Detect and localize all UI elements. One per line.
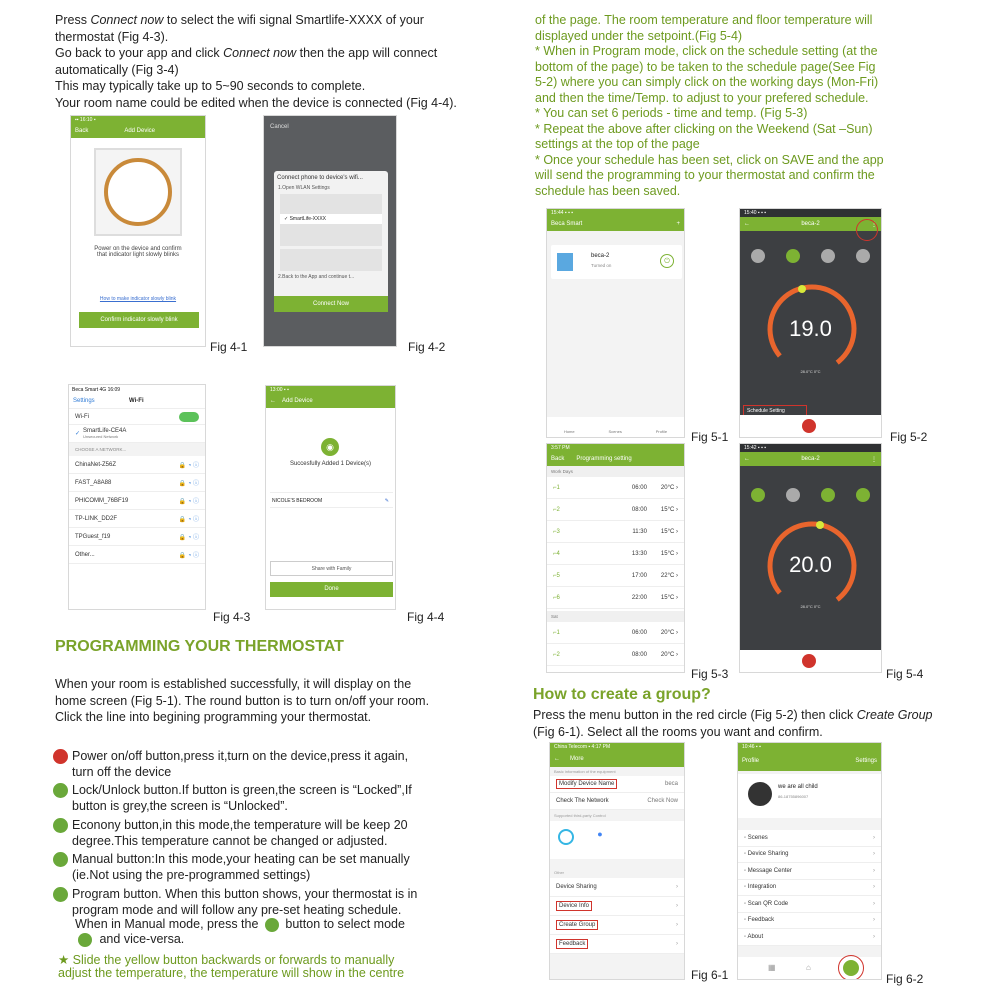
- hand-icon: [265, 918, 279, 932]
- wifi-network-name: FAST_A8A88: [75, 479, 112, 486]
- schedule-instruction-line: schedule has been saved.: [535, 183, 681, 198]
- chevron-right-icon: ›: [873, 917, 875, 924]
- leaf-icon: [53, 818, 68, 833]
- alexa-icon[interactable]: [558, 829, 574, 845]
- device-title: beca-2: [801, 456, 820, 462]
- dialog-title: Connect phone to device's wifi...: [277, 175, 363, 181]
- group-text-pre: Press the menu button in the red circle (Fig 5-2) then click: [533, 708, 857, 722]
- profile-menu-item[interactable]: [738, 913, 881, 930]
- connected-network[interactable]: ✓ SmartLife-CE4A Unsecured Network: [69, 425, 205, 443]
- intro-text-part: to select the wifi signal Smartlife-XXXX of your: [163, 13, 424, 27]
- more-menu-label: Feedback: [556, 939, 588, 949]
- home-icon[interactable]: [786, 488, 800, 502]
- schedule-instruction-line: * Once your schedule has been set, click on SAVE and the app: [535, 152, 884, 167]
- intro-text: [55, 12, 495, 111]
- intro-line: [55, 95, 495, 112]
- add-icon[interactable]: +: [676, 221, 680, 227]
- slide-line: adjust the temperature, the temperature will show in the centre: [58, 966, 405, 980]
- intro-emphasis: Connect now: [223, 46, 297, 60]
- connect-now-button[interactable]: Connect Now: [274, 296, 388, 312]
- app-bar: [547, 217, 684, 231]
- power-icon[interactable]: [802, 654, 816, 668]
- lock-wifi-info-icon[interactable]: 🔒 ◔ ⓘ: [178, 481, 199, 487]
- period-icon: ⌐1: [553, 629, 560, 636]
- profile-menu-item[interactable]: [738, 896, 881, 913]
- intro-line: [55, 78, 495, 95]
- group-text-em: Create Group: [856, 708, 933, 722]
- legend-text: [72, 817, 408, 849]
- profile-menu-label: ◦ Device Sharing: [744, 851, 789, 858]
- more-menu-item[interactable]: [550, 935, 684, 954]
- choose-network-header: CHOOSE A NETWORK...: [69, 443, 205, 456]
- schedule-time: 22:00: [631, 594, 647, 601]
- schedule-time: 13:30: [631, 550, 647, 557]
- period-icon: ⌐1: [553, 484, 560, 491]
- legend-text: [72, 851, 410, 883]
- schedule-instruction-line: settings at the top of the page: [535, 137, 700, 151]
- step-2: 2.Back to the App and continue t...: [278, 274, 355, 280]
- settings-back-button[interactable]: Settings: [73, 398, 95, 404]
- profile-highlight-circle: [838, 955, 864, 980]
- profile-menu-item[interactable]: [738, 863, 881, 880]
- schedule-time: 08:00: [631, 506, 647, 513]
- intro-text-part: automatically (Fig 3-4): [55, 62, 179, 77]
- app-bar-title: Add Device: [282, 398, 313, 404]
- group-heading: How to create a group?: [533, 686, 711, 703]
- status-bar: 13:00 ▪ ▪: [266, 386, 395, 394]
- status-bar: ▪▪ 16:10 ▪: [71, 116, 205, 124]
- wifi-network-row[interactable]: [69, 492, 205, 510]
- lock-wifi-info-icon[interactable]: 🔒 ◔ ⓘ: [178, 463, 199, 469]
- period-icon: ⌐2: [553, 506, 560, 513]
- chevron-right-icon: ›: [873, 933, 875, 940]
- device-title: beca-2: [801, 221, 820, 227]
- schedule-temp: 15°C ›: [660, 528, 678, 535]
- legend-line: Program button. When this button shows, your thermostat is in: [72, 887, 418, 901]
- lock-wifi-info-icon[interactable]: 🔒 ◔ ⓘ: [178, 499, 199, 505]
- avatar: [748, 782, 772, 806]
- google-assistant-icon[interactable]: ●: [597, 829, 603, 839]
- schedule-instruction-line: * You can set 6 periods - time and temp. (Fig 5-3): [535, 106, 808, 120]
- device-power-button[interactable]: ⏻: [660, 254, 674, 268]
- done-button[interactable]: Done: [270, 582, 393, 597]
- wifi-network-row[interactable]: [69, 528, 205, 546]
- schedule-row[interactable]: [547, 521, 684, 543]
- schedule-instruction-line: will send the programming to your thermostat and confirm the: [535, 168, 875, 182]
- room-floor-temp: 28.0°C 0°C: [800, 369, 821, 374]
- intro-emphasis: Connect now: [90, 13, 164, 27]
- hand-icon[interactable]: [751, 249, 765, 263]
- schedule-time: 06:00: [631, 629, 647, 636]
- intro-text-part: Go back to your app and click: [55, 46, 224, 60]
- share-family-button[interactable]: Share with Family: [270, 561, 393, 576]
- app-bar: [738, 751, 881, 771]
- settings-button[interactable]: Settings: [855, 758, 877, 764]
- legend-line: program mode and will follow any pre-set heating schedule.: [72, 903, 402, 917]
- modify-device-name: Modify Device Name: [556, 779, 617, 789]
- wifi-network-name: ChinaNet-Z56Z: [75, 461, 117, 468]
- intro-text-part: Your room name could be edited when the device is connected (Fig 4-4).: [55, 95, 457, 110]
- schedule-row[interactable]: [547, 587, 684, 609]
- user-card[interactable]: [738, 774, 881, 818]
- fig-4-1-label: Fig 4-1: [210, 340, 248, 354]
- wifi-network-row[interactable]: [69, 510, 205, 528]
- status-bar: 10:46 ▪ ▪: [738, 743, 881, 751]
- legend-line: (ie.Not using the pre-programmed settings): [72, 868, 311, 882]
- intro-line: [55, 45, 495, 62]
- schedule-temp: 20°C ›: [660, 484, 678, 491]
- lock-icon[interactable]: [856, 249, 870, 263]
- schedule-instruction-line: * When in Program mode, click on the schedule setting (at the: [535, 44, 878, 58]
- modify-device-name-row[interactable]: [550, 776, 684, 793]
- fig-4-2-screenshot: [263, 115, 397, 347]
- app-bar: [550, 751, 684, 767]
- status-bar: 3:57 PM: [547, 444, 684, 452]
- wifi-entry-name: SmartLife-XXXX: [289, 216, 326, 222]
- period-icon: ⌐2: [553, 651, 560, 658]
- menu-icon[interactable]: ⋮: [870, 456, 877, 463]
- menu-icon[interactable]: ⋮: [870, 221, 877, 228]
- group-text-2: (Fig 6-1). Select all the rooms you want and confirm.: [533, 724, 823, 739]
- user-phone: 86-18755896007: [778, 794, 809, 799]
- more-menu-item[interactable]: [550, 878, 684, 897]
- chevron-right-icon: ›: [873, 851, 875, 858]
- back-button[interactable]: Back: [75, 128, 89, 134]
- schedule-instruction-line: of the page. The room temperature and floor temperature will: [535, 13, 873, 27]
- check-network-row[interactable]: [550, 793, 684, 810]
- schedule-time: 08:00: [631, 651, 647, 658]
- sat-section[interactable]: Sat: [547, 611, 684, 622]
- legend-line: Lock/Unlock button.If button is green,the screen is “Locked”,If: [72, 783, 412, 797]
- connected-network-name: SmartLife-CE4A: [83, 427, 127, 434]
- grid-icon[interactable]: ▦: [768, 963, 776, 972]
- period-icon: ⌐4: [553, 550, 560, 557]
- vice-versa-text: and vice-versa.: [99, 932, 185, 946]
- intro-text-part: This may typically take up to 5~90 seconds to complete.: [55, 79, 366, 93]
- power-icon: [53, 749, 68, 764]
- wifi-network-row[interactable]: [69, 456, 205, 474]
- app-bar-title: Programming setting: [576, 456, 632, 462]
- back-arrow-icon[interactable]: ←: [554, 756, 560, 762]
- wifi-network-name: TP-LINK_DD2F: [75, 515, 118, 522]
- profile-menu-label: ◦ Message Center: [744, 867, 792, 874]
- period-icon: ⌐5: [553, 572, 560, 579]
- profile-menu-item[interactable]: [738, 880, 881, 897]
- chevron-right-icon: ›: [873, 834, 875, 841]
- hand-icon[interactable]: [751, 488, 765, 502]
- profile-menu-label: ◦ Feedback: [744, 917, 775, 924]
- profile-menu-item[interactable]: [738, 830, 881, 847]
- fig-5-3-label: Fig 5-3: [691, 667, 729, 681]
- section-other: Other: [554, 870, 565, 875]
- fig-4-4-screenshot: [265, 385, 396, 610]
- nav-item-scenes[interactable]: Scenes: [608, 429, 622, 434]
- edit-icon[interactable]: ✎: [384, 498, 389, 504]
- chevron-right-icon: ›: [873, 884, 875, 891]
- schedule-temp: 15°C ›: [660, 550, 678, 557]
- schedule-temp: 22°C ›: [660, 572, 678, 579]
- fig-5-3-screenshot: [546, 443, 685, 673]
- schedule-instruction-line: and then the time/Temp. to adjust to your prefered schedule.: [535, 90, 869, 105]
- device-card[interactable]: [551, 245, 682, 279]
- fig-6-2-label: Fig 6-2: [886, 972, 924, 986]
- lock-icon[interactable]: [856, 488, 870, 502]
- lock-wifi-info-icon[interactable]: 🔒 ◔ ⓘ: [178, 517, 199, 523]
- status-bar: 15:40 ▪ ▪ ▪: [740, 209, 881, 217]
- schedule-row[interactable]: [547, 543, 684, 565]
- temperature-slider-knob: [798, 285, 806, 293]
- leaf-icon[interactable]: [821, 488, 835, 502]
- lock-wifi-info-icon[interactable]: 🔒 ◔ ⓘ: [178, 535, 199, 541]
- fig-6-1-screenshot: [549, 742, 685, 980]
- confirm-blink-button[interactable]: Confirm indicator slowly blink: [79, 312, 199, 328]
- app-bar: [547, 452, 684, 466]
- app-bar-title: More: [570, 756, 584, 762]
- workdays-section[interactable]: Work Days: [547, 466, 684, 477]
- slide-line: ★ Slide the yellow button backwards or forwards to manually: [58, 953, 395, 967]
- fig-4-2-label: Fig 4-2: [408, 340, 446, 354]
- schedule-row[interactable]: [547, 477, 684, 499]
- room-floor-temp: 28.0°C 0°C: [800, 604, 821, 609]
- back-arrow-icon[interactable]: ←: [744, 221, 750, 227]
- chevron-right-icon: ›: [676, 941, 678, 947]
- lock-icon: [53, 783, 68, 798]
- bottom-nav: [547, 417, 684, 437]
- legend-line: turn off the device: [72, 765, 172, 779]
- section-third-party: Supported third-party Control: [554, 813, 606, 818]
- programming-line: home screen (Fig 5-1). The round button is to turn on/off your room.: [55, 693, 430, 708]
- fig-4-3-label: Fig 4-3: [213, 610, 251, 624]
- intro-text-part: thermostat (Fig 4-3).: [55, 29, 169, 44]
- chevron-right-icon: ›: [873, 900, 875, 907]
- profile-title: Profile: [742, 758, 760, 764]
- app-bar-title: Add Device: [124, 128, 156, 134]
- intro-text-part: Press: [55, 13, 91, 27]
- schedule-temp: 20°C ›: [660, 629, 678, 636]
- legend-line: Power on/off button,press it,turn on the device,press it again,: [72, 749, 409, 763]
- wifi-entry: ✓ SmartLife-XXXX: [280, 214, 382, 224]
- wifi-network-name: PHICOMM_76BF19: [75, 497, 129, 504]
- step-1: 1.Open WLAN Settings: [278, 185, 330, 191]
- slide-text: [58, 954, 498, 980]
- programming-line: Click the line into begining programming your thermostat.: [55, 710, 372, 724]
- status-bar: Beca Smart 4G 16:09: [72, 387, 121, 393]
- profile-menu-item[interactable]: [738, 929, 881, 946]
- home-icon: [53, 887, 68, 902]
- schedule-row[interactable]: [547, 565, 684, 587]
- status-bar: 15:44 ▪ ▪ ▪: [547, 209, 684, 217]
- legend-line: Manual button:In this mode,your heating can be set manually: [72, 852, 410, 866]
- app-bar: [266, 394, 395, 408]
- wifi-toggle-label: Wi-Fi: [75, 413, 89, 420]
- legend-line: button is grey,the screen is “Unlocked”.: [72, 799, 288, 813]
- profile-menu-label: ◦ Integration: [744, 884, 777, 891]
- wifi-network-row[interactable]: [69, 546, 205, 564]
- schedule-temp: 20°C ›: [660, 651, 678, 658]
- lock-wifi-info-icon[interactable]: 🔒 ◔ ⓘ: [178, 553, 199, 559]
- leaf-icon[interactable]: [821, 249, 835, 263]
- chevron-right-icon: ›: [676, 922, 678, 928]
- wifi-network-name: Other...: [75, 551, 95, 558]
- more-menu-label: Device Sharing: [556, 884, 597, 890]
- intro-line: [55, 12, 495, 29]
- programming-heading: PROGRAMMING YOUR THERMOSTAT: [55, 638, 344, 655]
- chevron-right-icon: ›: [676, 884, 678, 890]
- instruction-line-2: that indicator light slowly blinks: [96, 252, 180, 258]
- connected-network-sub: Unsecured Network: [83, 433, 119, 439]
- schedule-instruction-line: bottom of the page) to be taken to the schedule page(See Fig: [535, 59, 876, 74]
- thermostat-image: [94, 148, 182, 236]
- modify-device-value: beca: [664, 781, 678, 787]
- fig-4-4-label: Fig 4-4: [407, 610, 445, 624]
- home-icon: [78, 933, 92, 947]
- device-thumbnail: [557, 253, 573, 271]
- group-text: [533, 707, 953, 740]
- help-link[interactable]: How to make indicator slowly blink: [99, 296, 177, 302]
- fig-5-1-screenshot: [546, 208, 685, 438]
- programming-line: When your room is established successfully, it will display on the: [55, 677, 412, 691]
- legend-line: degree.This temperature cannot be changed or adjusted.: [72, 834, 388, 848]
- power-icon[interactable]: [802, 419, 816, 433]
- wifi-toggle[interactable]: [179, 412, 199, 422]
- wifi-title: Wi-Fi: [129, 398, 144, 404]
- wifi-network-row[interactable]: [69, 474, 205, 492]
- fig-5-2-label: Fig 5-2: [890, 430, 928, 444]
- schedule-row[interactable]: [547, 622, 684, 644]
- fig-5-2-screenshot: [739, 208, 882, 438]
- programming-text: [55, 676, 495, 726]
- back-button[interactable]: Back: [551, 456, 565, 462]
- check-network: Check The Network: [556, 798, 609, 804]
- legend-text: [72, 748, 408, 780]
- manual-line-post: button to select mode: [285, 917, 405, 931]
- schedule-row[interactable]: [547, 499, 684, 521]
- schedule-temp: 15°C ›: [660, 594, 678, 601]
- fig-6-2-screenshot: [737, 742, 882, 980]
- setpoint-temp: 20.0: [789, 552, 832, 577]
- more-menu-label: Device Info: [556, 901, 592, 911]
- schedule-instructions: [535, 13, 945, 199]
- fig-4-1-screenshot: [70, 115, 206, 347]
- intro-line: [55, 29, 495, 46]
- schedule-time: 06:00: [631, 484, 647, 491]
- nav-item-home[interactable]: Home: [563, 429, 575, 434]
- chevron-right-icon: ›: [676, 903, 678, 909]
- home-icon[interactable]: [786, 249, 800, 263]
- legend-text: [72, 886, 417, 918]
- more-menu-label: Create Group: [556, 920, 598, 930]
- status-bar: China Telecom ▪ 4:17 PM: [550, 743, 684, 751]
- back-arrow-icon[interactable]: ←: [744, 456, 750, 462]
- schedule-instruction-line: displayed under the setpoint.(Fig 5-4): [535, 28, 743, 43]
- intro-text-part: then the app will connect: [296, 46, 438, 60]
- success-message: Succesfully Added 1 Device(s): [289, 461, 372, 467]
- fig-6-1-label: Fig 6-1: [691, 968, 729, 982]
- section-basic: Basic information of the equipment: [554, 769, 616, 774]
- connect-dialog: [274, 171, 388, 306]
- app-title: Beca Smart: [551, 221, 583, 227]
- chevron-right-icon: ›: [873, 867, 875, 874]
- instruction-line-1: Power on the device and confirm: [94, 246, 182, 252]
- cancel-button[interactable]: Cancel: [270, 124, 289, 130]
- user-name: we are all child: [778, 784, 818, 790]
- back-arrow-icon[interactable]: ←: [270, 398, 276, 404]
- vice-versa-line: [78, 931, 184, 948]
- wifi-network-name: TPGuest_f19: [75, 533, 111, 540]
- app-bar: [71, 124, 205, 138]
- schedule-setting-button[interactable]: Schedule Setting: [743, 405, 807, 416]
- room-name-row[interactable]: [270, 492, 393, 508]
- manual-line-pre: When in Manual mode, press the: [75, 917, 259, 931]
- fig-4-3-screenshot: [68, 384, 206, 610]
- home-icon[interactable]: ⌂: [806, 963, 811, 972]
- schedule-temp: 15°C ›: [660, 506, 678, 513]
- intro-line: [55, 62, 495, 79]
- profile-menu-label: ◦ About: [744, 933, 764, 940]
- fig-5-4-screenshot: [739, 443, 882, 673]
- legend-line: Econony button,in this mode,the temperature will be keep 20: [72, 818, 408, 832]
- schedule-instruction-line: * Repeat the above after clicking on the Weekend (Sat –Sun): [535, 121, 873, 136]
- device-status: Turned on: [591, 263, 612, 268]
- app-bar: [740, 452, 881, 466]
- status-bar: 15:42 ▪ ▪ ▪: [740, 444, 881, 452]
- fig-5-1-label: Fig 5-1: [691, 430, 729, 444]
- schedule-time: 11:30: [632, 528, 647, 535]
- menu-highlight-circle: [856, 219, 878, 241]
- wifi-success-icon: ◉: [321, 438, 339, 456]
- profile-menu-label: ◦ Scenes: [744, 834, 768, 841]
- profile-menu-label: ◦ Scan QR Code: [744, 900, 789, 907]
- fig-5-4-label: Fig 5-4: [886, 667, 924, 681]
- more-menu-item[interactable]: [550, 897, 684, 916]
- more-menu-item[interactable]: [550, 916, 684, 935]
- schedule-time: 17:00: [631, 572, 647, 579]
- period-icon: ⌐3: [553, 528, 560, 535]
- check-network-value: Check Now: [647, 798, 678, 804]
- schedule-instruction-line: 5-2) where you can simply click on the working days (Mon-Fri): [535, 75, 879, 89]
- hand-icon: [53, 852, 68, 867]
- profile-menu-item[interactable]: [738, 847, 881, 864]
- period-icon: ⌐6: [553, 594, 560, 601]
- device-name: beca-2: [591, 253, 610, 259]
- room-name: NICOLE'S BEDROOM: [272, 498, 323, 504]
- legend-text: [72, 782, 412, 814]
- setpoint-temp: 19.0: [789, 316, 832, 341]
- bottom-nav: [738, 957, 881, 979]
- temperature-slider-knob: [816, 521, 824, 529]
- schedule-row[interactable]: [547, 644, 684, 666]
- nav-item-profile[interactable]: Profile: [655, 429, 668, 434]
